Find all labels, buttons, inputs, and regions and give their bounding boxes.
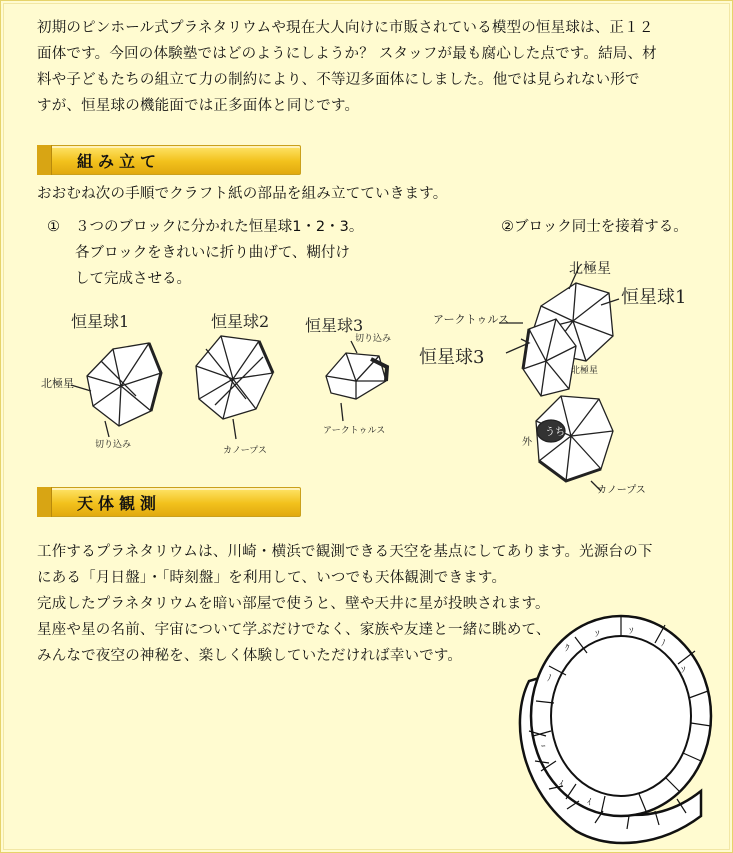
label-kiri-2: 切り込み [355,334,392,344]
svg-text:ﾉ: ﾉ [547,674,552,684]
label-ball-1: 恒星球1 [71,312,130,331]
step-1-number: ① [47,219,60,235]
observation-line: にある「月日盤」・「時刻盤」を利用して、いつでも天体観測できます。 [37,570,507,586]
intro-line: 面体です。今回の体験塾ではどのようにしようか？ スタッフが最も腐心した点です。結局、材 [37,46,657,62]
step-2: ②ブロック同士を接着する。 [501,219,688,235]
label-r-ball-3: 恒星球3 [419,347,485,368]
label-arcturus: アークトゥルス [323,426,386,436]
observation-line: 完成したプラネタリウムを暗い部屋で使うと、壁や天井に星が投映されます。 [37,596,550,612]
label-canopus: カノープス [223,446,267,456]
intro-line: 初期のピンホール式プラネタリウムや現在大人向けに市販されている模型の恒星球は、正１２ [37,20,654,36]
label-r-arcturus: アークトゥルス [433,313,510,326]
time-disk-inner [551,636,691,796]
label-ball-3: 恒星球3 [305,316,364,335]
label-r-uchi: うち [545,427,565,438]
assembly-heading-text: 組み立て [77,152,162,171]
label-kiri: 切り込み [95,440,132,450]
label-r-kita: 北極星 [569,261,611,277]
intro-line: 料や子どもたちの組立て力の制約により、不等辺多面体にしました。他では見られない形で [37,72,640,88]
step-1-line: ３つのブロックに分かれた恒星球1・2・3。 [75,219,364,235]
label-r-ball-1: 恒星球1 [621,287,687,308]
label-ball-2: 恒星球2 [211,312,270,331]
svg-text:ｿ: ｿ [681,666,686,676]
observation-line: みんなで夜空の神秘を、楽しく体験していただければ幸いです。 [37,648,463,664]
svg-text:ﾉ: ﾉ [661,639,666,649]
assembly-lead: おおむね次の手順でクラフト紙の部品を組み立てていきます。 [37,186,448,202]
svg-text:ｲ: ｲ [559,780,564,790]
svg-text:ｲ: ｲ [587,798,592,808]
observation-line: 星座や星の名前、宇宙について学ぶだけでなく、家族や友達と一緒に眺めて、 [37,622,551,638]
dial-disks-illustration [1,1,732,852]
svg-text:ｸ: ｸ [565,644,570,654]
label-kita: 北極星 [41,377,74,390]
svg-text:ｿ: ｿ [595,630,600,640]
step-1-line: して完成させる。 [75,271,191,287]
label-r-canopus: カノープス [597,485,646,496]
svg-text:ｿ: ｿ [629,627,634,637]
label-r-kita-2: 北極星 [571,366,599,376]
intro-line: すが、恒星球の機能面では正多面体と同じです。 [37,98,360,114]
label-r-soto: 外 [522,437,532,448]
svg-text:ｰ: ｰ [541,742,546,752]
step-1-line: 各ブロックをきれいに折り曲げて、糊付け [75,245,350,261]
observation-line: 工作するプラネタリウムは、川崎・横浜で観測できる天空を基点にしてあります。光源台の下 [37,544,653,560]
observation-heading-text: 天体観測 [77,494,162,513]
